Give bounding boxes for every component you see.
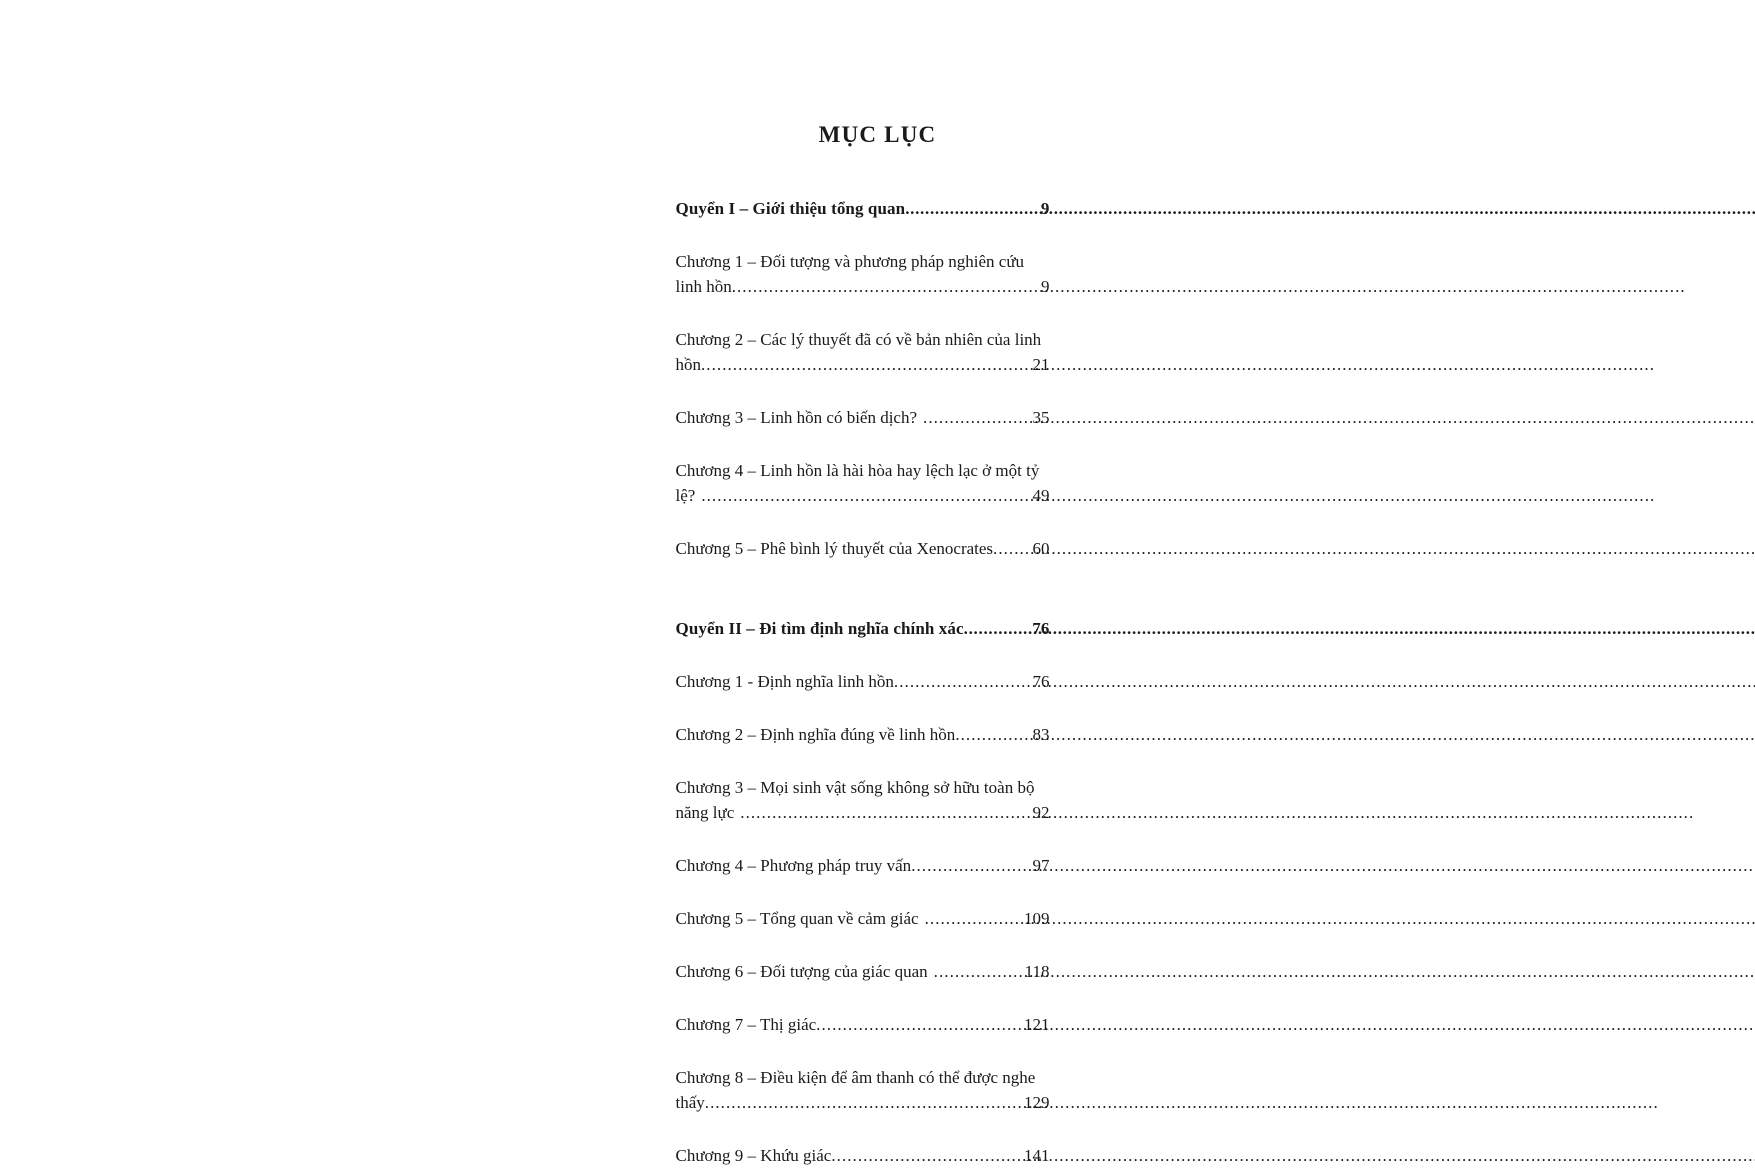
page-number: 9 <box>1040 199 1050 218</box>
chapter-entry-label: Chương 2 – Định nghĩa đúng về linh hồn <box>675 725 956 744</box>
chapter-entry[interactable] <box>676 1012 1050 1037</box>
chapter-entry[interactable] <box>676 853 1050 878</box>
dot-leader <box>993 536 1032 561</box>
book-heading[interactable] <box>676 616 1050 641</box>
page-number: 118 <box>1024 962 1050 981</box>
chapter-entry[interactable] <box>676 1065 1050 1115</box>
dot-leader <box>732 274 1041 299</box>
chapter-entry-row[interactable] <box>676 800 1050 825</box>
chapter-entry[interactable] <box>676 327 1050 377</box>
dot-leader <box>964 616 1033 641</box>
book-heading-label: Quyển II – Đi tìm định nghĩa chính xác <box>675 619 964 638</box>
book-heading-label: Quyển I – Giới thiệu tổng quan <box>675 199 906 218</box>
chapter-entry[interactable] <box>676 669 1050 694</box>
page-number: 121 <box>1024 1015 1050 1034</box>
chapter-entry-row[interactable] <box>676 405 1050 430</box>
dot-leader <box>905 196 1041 221</box>
dot-leader <box>831 1143 1024 1168</box>
chapter-entry-text: Chương 1 – Đối tượng và phương pháp nghiên cứu <box>675 252 1025 271</box>
chapter-entry-text: Chương 8 – Điều kiện để âm thanh có thể được nghe <box>675 1068 1036 1087</box>
page-number: 76 <box>1032 672 1050 691</box>
chapter-entry-label: hồn <box>675 355 701 374</box>
chapter-entry[interactable] <box>676 959 1050 984</box>
chapter-entry-row[interactable] <box>676 352 1050 377</box>
page-title: MỤC LỤC <box>818 122 937 147</box>
chapter-entry[interactable] <box>676 249 1050 299</box>
chapter-entry[interactable] <box>676 458 1050 508</box>
chapter-entry[interactable] <box>676 536 1050 561</box>
chapter-entry-row[interactable] <box>676 853 1050 878</box>
dot-leader <box>701 483 1032 508</box>
page-number: 129 <box>1024 1093 1050 1112</box>
toc-entry-list <box>676 196 1050 1168</box>
page-number: 21 <box>1032 355 1050 374</box>
dot-leader <box>923 405 1032 430</box>
dot-leader <box>816 1012 1024 1037</box>
chapter-entry-label: Chương 6 – Đối tượng của giác quan <box>675 962 928 981</box>
chapter-entry[interactable] <box>676 775 1050 825</box>
page-number: 109 <box>1024 909 1050 928</box>
chapter-entry-text: Chương 3 – Mọi sinh vật sống không sở hữu toàn bộ <box>675 778 1035 797</box>
page-number: 9 <box>1041 277 1050 296</box>
dot-leader <box>934 959 1025 984</box>
page-number: 35 <box>1032 408 1050 427</box>
chapter-entry[interactable] <box>676 722 1050 747</box>
toc-page <box>578 0 1178 1165</box>
book-heading[interactable] <box>676 196 1050 221</box>
chapter-entry-label: Chương 3 – Linh hồn có biến dịch? <box>675 408 918 427</box>
chapter-entry-row[interactable] <box>676 1090 1050 1115</box>
chapter-entry-label: Chương 5 – Tổng quan về cảm giác <box>675 909 919 928</box>
chapter-entry-label: Chương 4 – Phương pháp truy vấn <box>675 856 912 875</box>
chapter-entry-label: linh hồn <box>675 277 732 296</box>
chapter-entry-row[interactable] <box>676 1012 1050 1037</box>
page-number: 83 <box>1032 725 1050 744</box>
chapter-entry-label: thấy <box>675 1093 705 1112</box>
page-number: 141 <box>1024 1146 1050 1165</box>
chapter-entry[interactable] <box>676 405 1050 430</box>
chapter-entry-row[interactable] <box>676 1143 1050 1168</box>
chapter-entry-label: Chương 1 - Định nghĩa linh hồn <box>675 672 894 691</box>
page-number: 60 <box>1032 539 1050 558</box>
chapter-entry-text: Chương 4 – Linh hồn là hài hòa hay lệch lạc ở một tỷ <box>675 461 1040 480</box>
dot-leader <box>955 722 1032 747</box>
toc-section-quyen-i <box>676 196 1050 561</box>
chapter-entry-label: Chương 7 – Thị giác <box>675 1015 817 1034</box>
book-heading-row[interactable] <box>676 616 1050 641</box>
chapter-entry-label: lệ? <box>675 486 696 505</box>
chapter-entry[interactable] <box>676 906 1050 931</box>
chapter-entry-row[interactable] <box>676 483 1050 508</box>
toc-section-quyen-ii <box>676 616 1050 1168</box>
page-number: 76 <box>1032 619 1050 638</box>
chapter-entry-row[interactable] <box>676 536 1050 561</box>
chapter-entry-row[interactable] <box>676 906 1050 931</box>
chapter-entry-text: Chương 2 – Các lý thuyết đã có về bản nhiên của linh <box>675 330 1042 349</box>
book-heading-row[interactable] <box>676 196 1050 221</box>
chapter-entry-row[interactable] <box>676 274 1050 299</box>
page-number: 97 <box>1032 856 1050 875</box>
dot-leader <box>925 906 1024 931</box>
page-number: 49 <box>1032 486 1050 505</box>
chapter-entry-label: Chương 5 – Phê bình lý thuyết của Xenocrates <box>675 539 994 558</box>
chapter-entry-row[interactable] <box>676 722 1050 747</box>
chapter-entry-label: Chương 9 – Khứu giác <box>675 1146 832 1165</box>
chapter-entry-label: năng lực <box>675 803 735 822</box>
dot-leader <box>701 352 1033 377</box>
chapter-entry-row[interactable] <box>676 959 1050 984</box>
chapter-entry-row[interactable] <box>676 669 1050 694</box>
dot-leader <box>705 1090 1024 1115</box>
dot-leader <box>740 800 1032 825</box>
page-number: 92 <box>1032 803 1050 822</box>
chapter-entry[interactable] <box>676 1143 1050 1168</box>
dot-leader <box>911 853 1032 878</box>
dot-leader <box>894 669 1033 694</box>
